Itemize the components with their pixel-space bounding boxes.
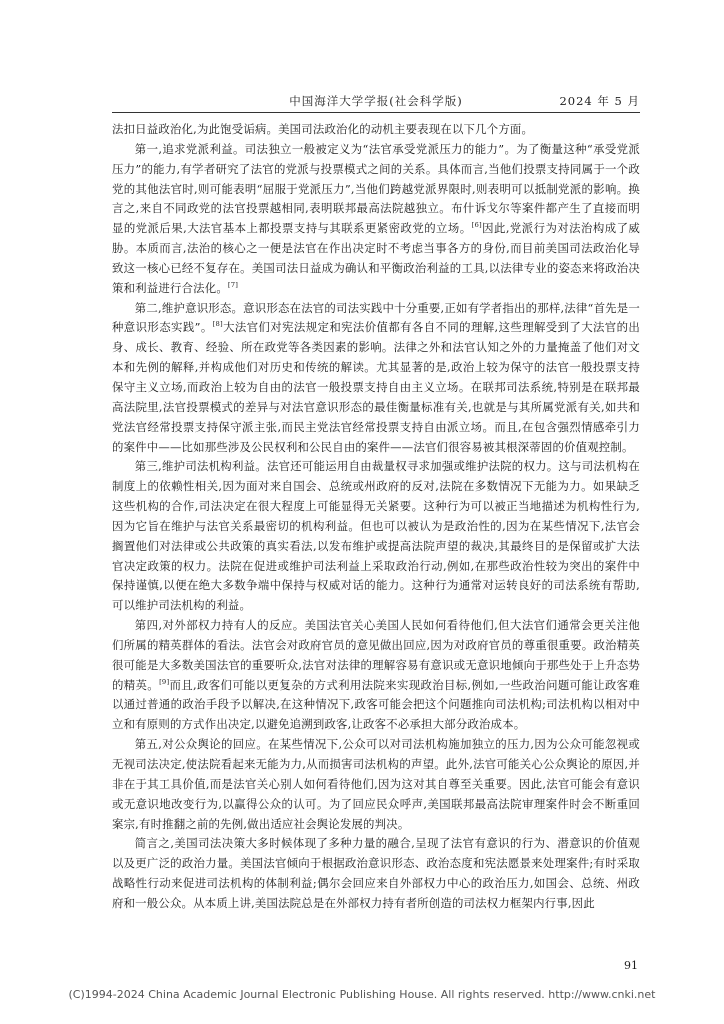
body-paragraph bbox=[112, 616, 640, 735]
paragraph-text: 第五,对公众舆论的回应。在某些情况下,公众可以对司法机构施加独立的压力,因为公众可能忽视或无视司法决定,使法院看起来无能为力,从而损害司法机构的声望。此外,法官可能关心公众舆论的原因,并非在于其工具价值,而是法官关心别人如何看待他们,因为这对其自尊至关重要。因此,法官可能会有意识或无意识地改变行为,以赢得公众的认可。为了回应民众呼声,美国联邦最高法院审理案件时会不断重回案宗,有时推翻之前的先例,做出适应社会舆论发展的判决。 bbox=[112, 737, 640, 831]
paragraph-text: 法扣日益政治化,为此饱受诟病。美国司法政治化的动机主要表现在以下几个方面。 bbox=[112, 122, 534, 136]
body-paragraph bbox=[112, 457, 640, 616]
paragraph-text: 第二,维护意识形态。意识形态在法官的司法实践中十分重要,正如有学者指出的那样,法律“首先是一种意识形态实践”。 bbox=[112, 300, 640, 335]
body-paragraph bbox=[112, 299, 640, 458]
running-head bbox=[112, 93, 640, 109]
header-rule bbox=[112, 112, 640, 113]
citation-reference: [9] bbox=[159, 677, 170, 686]
paragraph-text: 简言之,美国司法决策大多时候体现了多种力量的融合,呈现了法官有意识的行为、潜意识的价值观以及更广泛的政治力量。美国法官倾向于根据政治意识形态、政治态度和宪法愿景来处理案件;有时采取战略性行动来促进司法机构的体制利益;偶尔会回应来自外部权力中心的政治压力,如国会、总统、州政府和一般公众。从本质上讲,美国法院总是在外部权力持有者所创造的司法权力框架内行事,因此 bbox=[112, 836, 640, 910]
citation-reference: [8] bbox=[212, 320, 223, 329]
issue-date: 2024 年 5 月 bbox=[559, 94, 640, 108]
paragraph-text: 第三,维护司法机构利益。法官还可能运用自由裁量权寻求加强或维护法院的权力。这与司法机构在制度上的依赖性相关,因为面对来自国会、总统或州政府的反对,法院在多数情况下无能为力。如果缺乏这些机构的合作,司法决定在很大程度上可能显得无关紧要。这种行为可以被正当地描述为机构性行为,因为它旨在维护与法官关系最密切的机构利益。但也可以被认为是政治性的,因为在某些情况下,法官会搁置他们对法律或公共政策的真实看法,以发布维护或提高法院声望的裁决,其最终目的是保留或扩大法官决定政策的权力。法院在促进或维护司法利益上采取政治行动,例如,在那些政治性较为突出的案件中保持谨慎,以便在绝大多数争端中保持与权威对话的能力。这种行为通常对运转良好的司法系统有帮助,可以维护司法机构的利益。 bbox=[112, 459, 640, 613]
paragraph-text: 因此,党派行为对法治构成了威胁。本质而言,法治的核心之一便是法官在作出决定时不考虑当事各方的身份,而目前美国司法政治化导致这一核心已经不复存在。美国司法日益成为确认和平衡政治利益的工具,以法律专业的姿态来将政治决策和利益进行合法化。 bbox=[112, 221, 641, 295]
citation-reference: [7] bbox=[227, 280, 239, 289]
body-paragraph bbox=[112, 834, 640, 913]
body-paragraph bbox=[112, 120, 640, 140]
body-paragraph bbox=[112, 735, 640, 834]
citation-reference: [6] bbox=[471, 221, 482, 230]
journal-title: 中国海洋大学学报(社会科学版) bbox=[289, 94, 463, 108]
paragraph-text: 第一,追求党派利益。司法独立一般被定义为“法官承受党派压力的能力”。为了衡量这种“承受党派压力”的能力,有学者研究了法官的党派与投票模式之间的关系。具体而言,当他们投票支持同属于一个政党的其他法官时,则可能表明“屈服于党派压力”,当他们跨越党派界限时,则表明可以抵制党派的影响。换言之,来自不同政党的法官投票越相同,表明联邦最高法院越独立。布什诉戈尔等案件都产生了直接而明显的党派后果,大法官基本上都投票支持与其联系更紧密政党的立场。 bbox=[112, 141, 640, 236]
paragraph-text: 第四,对外部权力持有人的反应。美国法官关心美国人民如何看待他们,但大法官们通常会更关注他们所属的精英群体的看法。法官会对政府官员的意见做出回应,因为对政府官员的尊重很重要。政治精英很可能是大多数美国法官的重要听众,法官对法律的理解容易有意识或无意识地倾向于那些处于上升态势的精英。 bbox=[112, 618, 640, 692]
paragraph-text: 而且,政客们可能以更复杂的方式利用法院来实现政治目标,例如,一些政治问题可能让政客难以通过普通的政治手段予以解决,在这种情况下,政客可能会把这个问题推向司法机构;司法机构以相对中立和有原则的方式作出决定,以避免追溯到政客,让政客不必承担大部分政治成本。 bbox=[112, 677, 641, 732]
article-body bbox=[112, 120, 640, 914]
copyright-notice: (C)1994-2024 China Academic Journal Electronic Publishing House. All rights reserved. http://www.cnki.net bbox=[68, 988, 656, 1001]
paragraph-text: 大法官们对宪法规定和宪法价值都有各自不同的理解,这些理解受到了大法官的出身、成长、教育、经验、所在政党等各类因素的影响。法律之外和法官认知之外的力量掩盖了他们对文本和先例的解释,并构成他们对历史和传统的解读。尤其显著的是,政治上较为保守的法官一般投票支持保守主义立场,而政治上较为自由的法官一般投票支持自由主义立场。在联邦司法系统,特别是在联邦最高法院里,法官投票模式的差异与对法官意识形态的最佳衡量标准有关,也就是与其所属党派有关,如共和党法官经常投票支持保守派主张,而民主党法官经常投票支持自由派立场。而且,在包含强烈情感牵引力的案件中——比如那些涉及公民权利和公民自由的案件——法官们很容易被其根深蒂固的价值观控制。 bbox=[112, 320, 640, 454]
body-paragraph bbox=[112, 140, 640, 299]
page-number: 91 bbox=[624, 959, 638, 972]
